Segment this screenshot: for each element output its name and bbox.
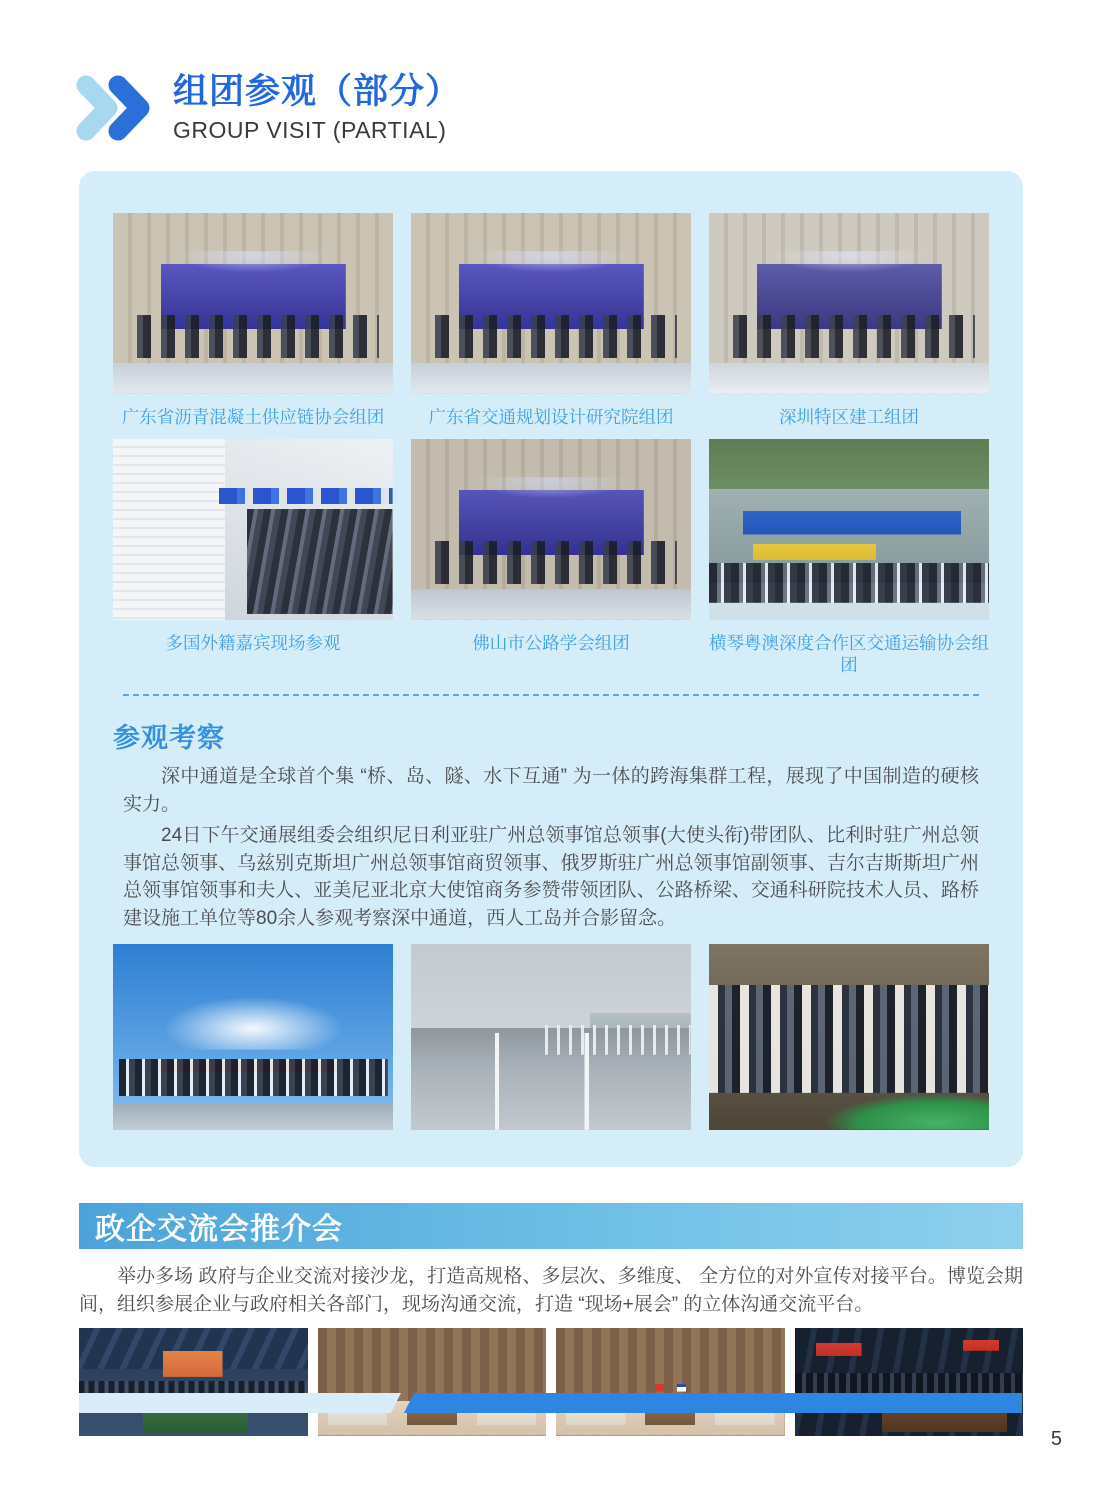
inspection-photo-card	[113, 944, 393, 1130]
photo-exhibition-model-viewing	[709, 944, 989, 1130]
dashed-divider	[123, 694, 979, 696]
photo-caption: 多国外籍嘉宾现场参观	[165, 633, 341, 653]
photo-caption: 深圳特区建工组团	[779, 407, 919, 427]
visit-photo-card	[709, 439, 989, 676]
header-text	[173, 70, 461, 144]
promotion-photo-grid	[79, 1328, 1023, 1436]
photo-sea-bridge-roadway	[411, 944, 691, 1130]
inspection-photo-card	[411, 944, 691, 1130]
inspection-photo-grid	[113, 944, 989, 1130]
photo-caption: 广东省交通规划设计研究院组团	[428, 407, 674, 427]
promotion-photo-card	[556, 1328, 785, 1436]
photo-caption: 佛山市公路学会组团	[472, 633, 630, 653]
photo-shenzhong-group-red-banner	[113, 944, 393, 1130]
footer-bar-blue	[404, 1393, 1022, 1413]
visit-photo-card	[113, 213, 393, 428]
photo-salon-conference	[79, 1328, 308, 1436]
visit-photo-grid	[113, 213, 989, 676]
photo-caption: 广东省沥青混凝土供应链协会组团	[121, 407, 385, 427]
promotion-photo-card	[79, 1328, 308, 1436]
photo-meeting-sofas	[318, 1328, 547, 1436]
page-subtitle: GROUP VISIT (PARTIAL)	[173, 117, 447, 143]
promotion-photo-card	[795, 1328, 1024, 1436]
visit-photo-card	[411, 439, 691, 676]
promotion-banner	[79, 1203, 1023, 1249]
inspection-heading: 参观考察	[113, 723, 225, 753]
photo-transport-planning-institute	[411, 213, 691, 394]
photo-foshan-highway-society	[411, 439, 691, 620]
promotion-banner-title: 政企交流会推介会	[95, 1213, 343, 1246]
promotion-paragraph: 举办多场 政府与企业交流对接沙龙，打造高规格、多层次、多维度、 全方位的对外宣传对接平台。博览会期间，组织参展企业与政府相关各部门，现场沟通交流，打造 “现场+展会” 的立体沟通交流平台。	[79, 1266, 1023, 1315]
double-chevron-icon	[73, 72, 159, 149]
visit-photo-card	[709, 213, 989, 428]
photo-caption: 横琴粤澳深度合作区交通运输协会组团	[709, 633, 989, 675]
photo-dark-conference-room	[795, 1328, 1024, 1436]
page-title: 组团参观（部分）	[173, 72, 462, 111]
inspection-photo-card	[709, 944, 989, 1130]
photo-shenzhen-construction-group	[709, 213, 989, 394]
page-number: 5	[1050, 1428, 1062, 1450]
visit-photo-card	[113, 439, 393, 676]
visit-photo-card	[411, 213, 691, 428]
group-visit-panel	[79, 171, 1023, 1167]
inspection-paragraph-2: 24日下午交通展组委会组织尼日利亚驻广州总领事馆总领事(大使头衔)带团队、比利时驻广州总领事馆总领事、乌兹别克斯坦广州总领事馆商贸领事、俄罗斯驻广州总领事馆副领事、吉尔吉斯斯坦广州总领事馆领事和夫人、亚美尼亚北京大使馆商务参赞带领团队、公路桥梁、交通科研院技术人员、路桥建设施工单位等80余人参观考察深中通道，西人工岛并合影留念。	[123, 825, 979, 929]
page-header	[73, 70, 1023, 149]
photo-hengqin-transport-association	[709, 439, 989, 620]
photo-meeting-flags	[556, 1328, 785, 1436]
footer-bar-light	[79, 1393, 401, 1413]
photo-foreign-guests-visit	[113, 439, 393, 620]
promotion-photo-card	[318, 1328, 547, 1436]
inspection-paragraph-1: 深中通道是全球首个集 “桥、岛、隧、水下互通” 为一体的跨海集群工程，展现了中国制造的硬核实力。	[123, 766, 979, 815]
photo-guangdong-asphalt-association	[113, 213, 393, 394]
